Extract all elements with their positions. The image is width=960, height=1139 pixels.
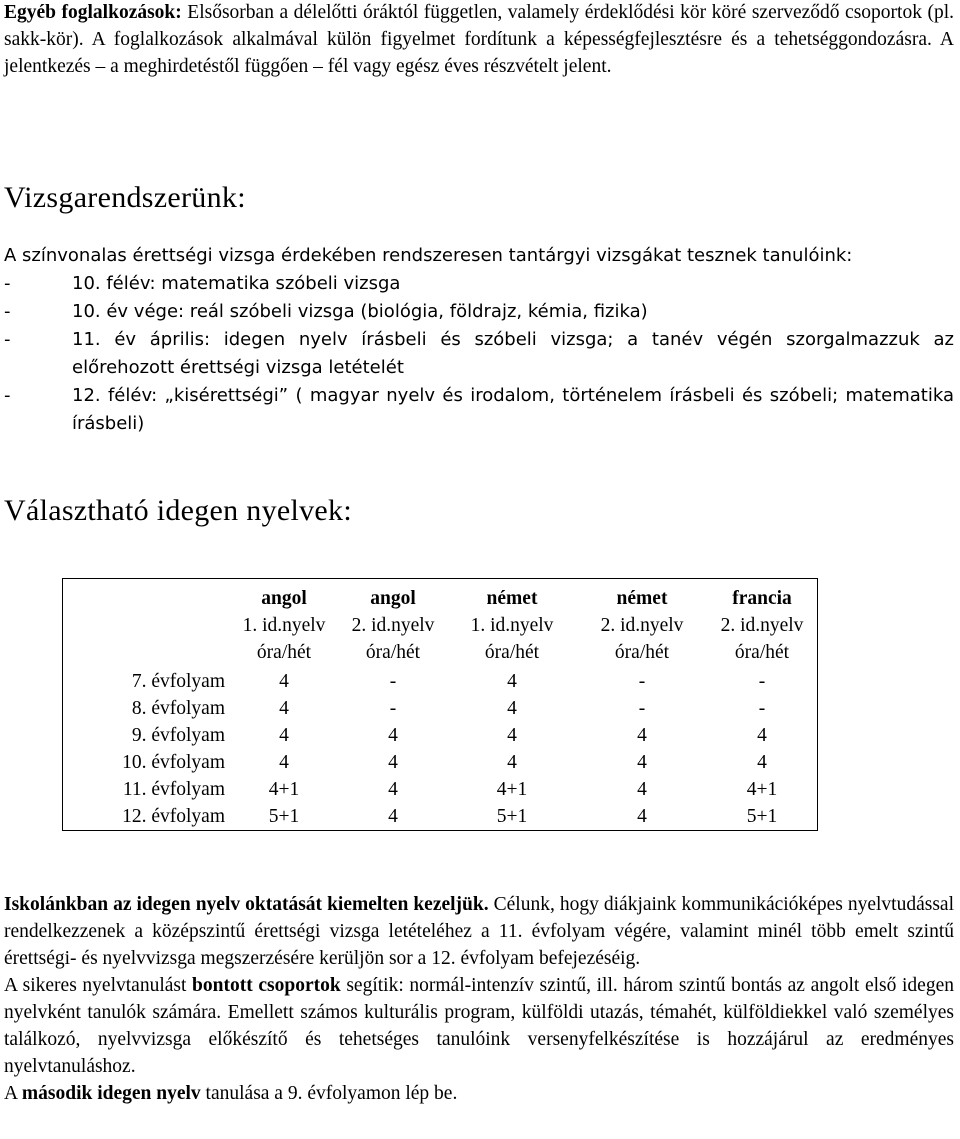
- other-activities-paragraph: [4, 0, 954, 80]
- closing-p3-a: A: [4, 1083, 22, 1104]
- hours-cell: 5+1: [268, 806, 300, 827]
- hours-cell: 4: [757, 752, 767, 773]
- language-level: 2. id.nyelv: [600, 615, 684, 636]
- hours-cell: 4: [279, 725, 289, 746]
- language-name: angol: [261, 588, 307, 609]
- list-dash: -: [4, 329, 11, 350]
- hours-cell: 4: [388, 752, 398, 773]
- hours-cell: 4: [637, 752, 647, 773]
- hours-cell: 4: [507, 752, 517, 773]
- table-header-row: [63, 579, 818, 669]
- grade-label: 10. évfolyam: [122, 752, 225, 773]
- hours-cell: -: [638, 671, 646, 692]
- closing-paragraph-1: [4, 891, 954, 972]
- table-header-cell: [707, 579, 818, 669]
- language-level: 1. id.nyelv: [242, 615, 326, 636]
- hours-cell: 4: [637, 779, 647, 800]
- grade-label: 11. évfolyam: [122, 779, 225, 800]
- hours-unit: óra/hét: [614, 642, 670, 663]
- other-activities-text: Elsősorban a délelőtti óráktól független, valamely érdeklődési kör köré szerveződő csoportok (pl. sakk-kör). A foglalkozások alkalmával külön figyelmet fordítunk a képességfejlesztésre és a tehetséggondozásra. A jelentkezés – a meghirdetéstől függően – fél vagy egész éves részvételt jelent.: [4, 2, 954, 77]
- table-row: [63, 722, 818, 749]
- hours-unit: óra/hét: [256, 642, 312, 663]
- table-corner-cell: [63, 579, 230, 669]
- table-row: [63, 803, 818, 831]
- hours-cell: 4: [757, 725, 767, 746]
- exam-list-item-text: 10. félév: matematika szóbeli vizsga: [72, 273, 401, 294]
- grade-label: 8. évfolyam: [131, 698, 225, 719]
- grade-label: 7. évfolyam: [131, 671, 225, 692]
- closing-p2-bold: bontott csoportok: [192, 975, 341, 996]
- table-header-cell: [577, 579, 707, 669]
- exam-list-item-text: 10. év vége: reál szóbeli vizsga (biológia, földrajz, kémia, fizika): [72, 301, 648, 322]
- hours-cell: 4: [388, 779, 398, 800]
- hours-cell: 4: [507, 725, 517, 746]
- hours-cell: 4+1: [268, 779, 300, 800]
- hours-unit: óra/hét: [484, 642, 540, 663]
- hours-cell: -: [638, 698, 646, 719]
- exam-list-item: [4, 326, 954, 382]
- table-header-cell: [339, 579, 447, 669]
- table-header-cell: [229, 579, 339, 669]
- language-name: német: [616, 588, 668, 609]
- closing-p2-a: A sikeres nyelvtanulást: [4, 975, 193, 996]
- hours-cell: 4: [507, 698, 517, 719]
- list-dash: -: [4, 273, 11, 294]
- hours-cell: 4: [637, 725, 647, 746]
- table-row: [63, 776, 818, 803]
- languages-heading: Választható idegen nyelvek:: [4, 494, 352, 527]
- closing-p3-b: tanulása a 9. évfolyamon lép be.: [200, 1083, 458, 1104]
- table-row: [63, 695, 818, 722]
- other-activities-lead: Egyéb foglalkozások:: [4, 2, 182, 23]
- language-name: német: [486, 588, 538, 609]
- hours-cell: -: [758, 698, 766, 719]
- closing-p1-text: Célunk, hogy diákjaink kommunikációképes nyelvtudással rendelkezzenek a középszintű érettségi vizsga letételéhez a 11. évfolyam végére, valamint minél több emelt szintű érettségi- és nyelvvizsga megszerzésére kerüljön sor a 12. évfolyam befejezéséig.: [4, 894, 954, 969]
- exam-intro: A színvonalas érettségi vizsga érdekében rendszeresen tantárgyi vizsgákat tesznek tanulóink:: [4, 245, 853, 266]
- exam-list-item-text: 11. év április: idegen nyelv írásbeli és szóbeli vizsga; a tanév végén szorgalmazzuk az előrehozott érettségi vizsga letételét: [72, 329, 954, 378]
- language-level: 2. id.nyelv: [351, 615, 435, 636]
- exam-list-item: [4, 298, 954, 326]
- closing-p2-b: segítik: normál-intenzív szintű, ill. három szintű bontás az angolt első idegen nyelvként tanulók számára. Emellett számos kulturális program, külföldi utazás, témahét, külföldiekkel való személyes találkozó, nyelvvizsga előkészítő és tehetséges tanulóink versenyfelkészítése is hozzájárul az eredményes nyelvtanuláshoz.: [4, 975, 954, 1077]
- exam-heading: Vizsgarendszerünk:: [4, 181, 246, 214]
- closing-paragraph-2: [4, 972, 954, 1080]
- table-body: [63, 668, 818, 831]
- hours-cell: -: [389, 671, 397, 692]
- closing-section: [4, 891, 954, 1107]
- hours-unit: óra/hét: [365, 642, 421, 663]
- list-dash: -: [4, 385, 11, 406]
- hours-cell: 4: [279, 671, 289, 692]
- hours-cell: 5+1: [746, 806, 778, 827]
- table-header-cell: [447, 579, 577, 669]
- hours-cell: 4: [279, 698, 289, 719]
- list-dash: -: [4, 301, 11, 322]
- closing-paragraph-3: [4, 1080, 954, 1107]
- language-level: 2. id.nyelv: [720, 615, 804, 636]
- table-row: [63, 668, 818, 695]
- hours-unit: óra/hét: [734, 642, 790, 663]
- hours-cell: 4+1: [746, 779, 778, 800]
- exam-list: [4, 270, 954, 438]
- table-row: [63, 749, 818, 776]
- language-table: [62, 578, 818, 831]
- hours-cell: -: [758, 671, 766, 692]
- closing-p1-bold: Iskolánkban az idegen nyelv oktatását kiemelten kezeljük.: [4, 894, 489, 915]
- hours-cell: 4: [279, 752, 289, 773]
- hours-cell: 5+1: [496, 806, 528, 827]
- exam-list-item-text: 12. félév: „kisérettségi” ( magyar nyelv és irodalom, történelem írásbeli és szóbeli; matematika írásbeli): [72, 385, 954, 434]
- hours-cell: 4: [388, 725, 398, 746]
- hours-cell: 4: [507, 671, 517, 692]
- grade-label: 12. évfolyam: [122, 806, 225, 827]
- language-name: francia: [732, 588, 792, 609]
- exam-section: [4, 242, 954, 438]
- grade-label: 9. évfolyam: [131, 725, 225, 746]
- exam-list-item: [4, 382, 954, 438]
- language-name: angol: [370, 588, 416, 609]
- language-level: 1. id.nyelv: [470, 615, 554, 636]
- hours-cell: 4+1: [496, 779, 528, 800]
- hours-cell: 4: [637, 806, 647, 827]
- closing-p3-bold: második idegen nyelv: [21, 1083, 201, 1104]
- exam-list-item: [4, 270, 954, 298]
- hours-cell: 4: [388, 806, 398, 827]
- hours-cell: -: [389, 698, 397, 719]
